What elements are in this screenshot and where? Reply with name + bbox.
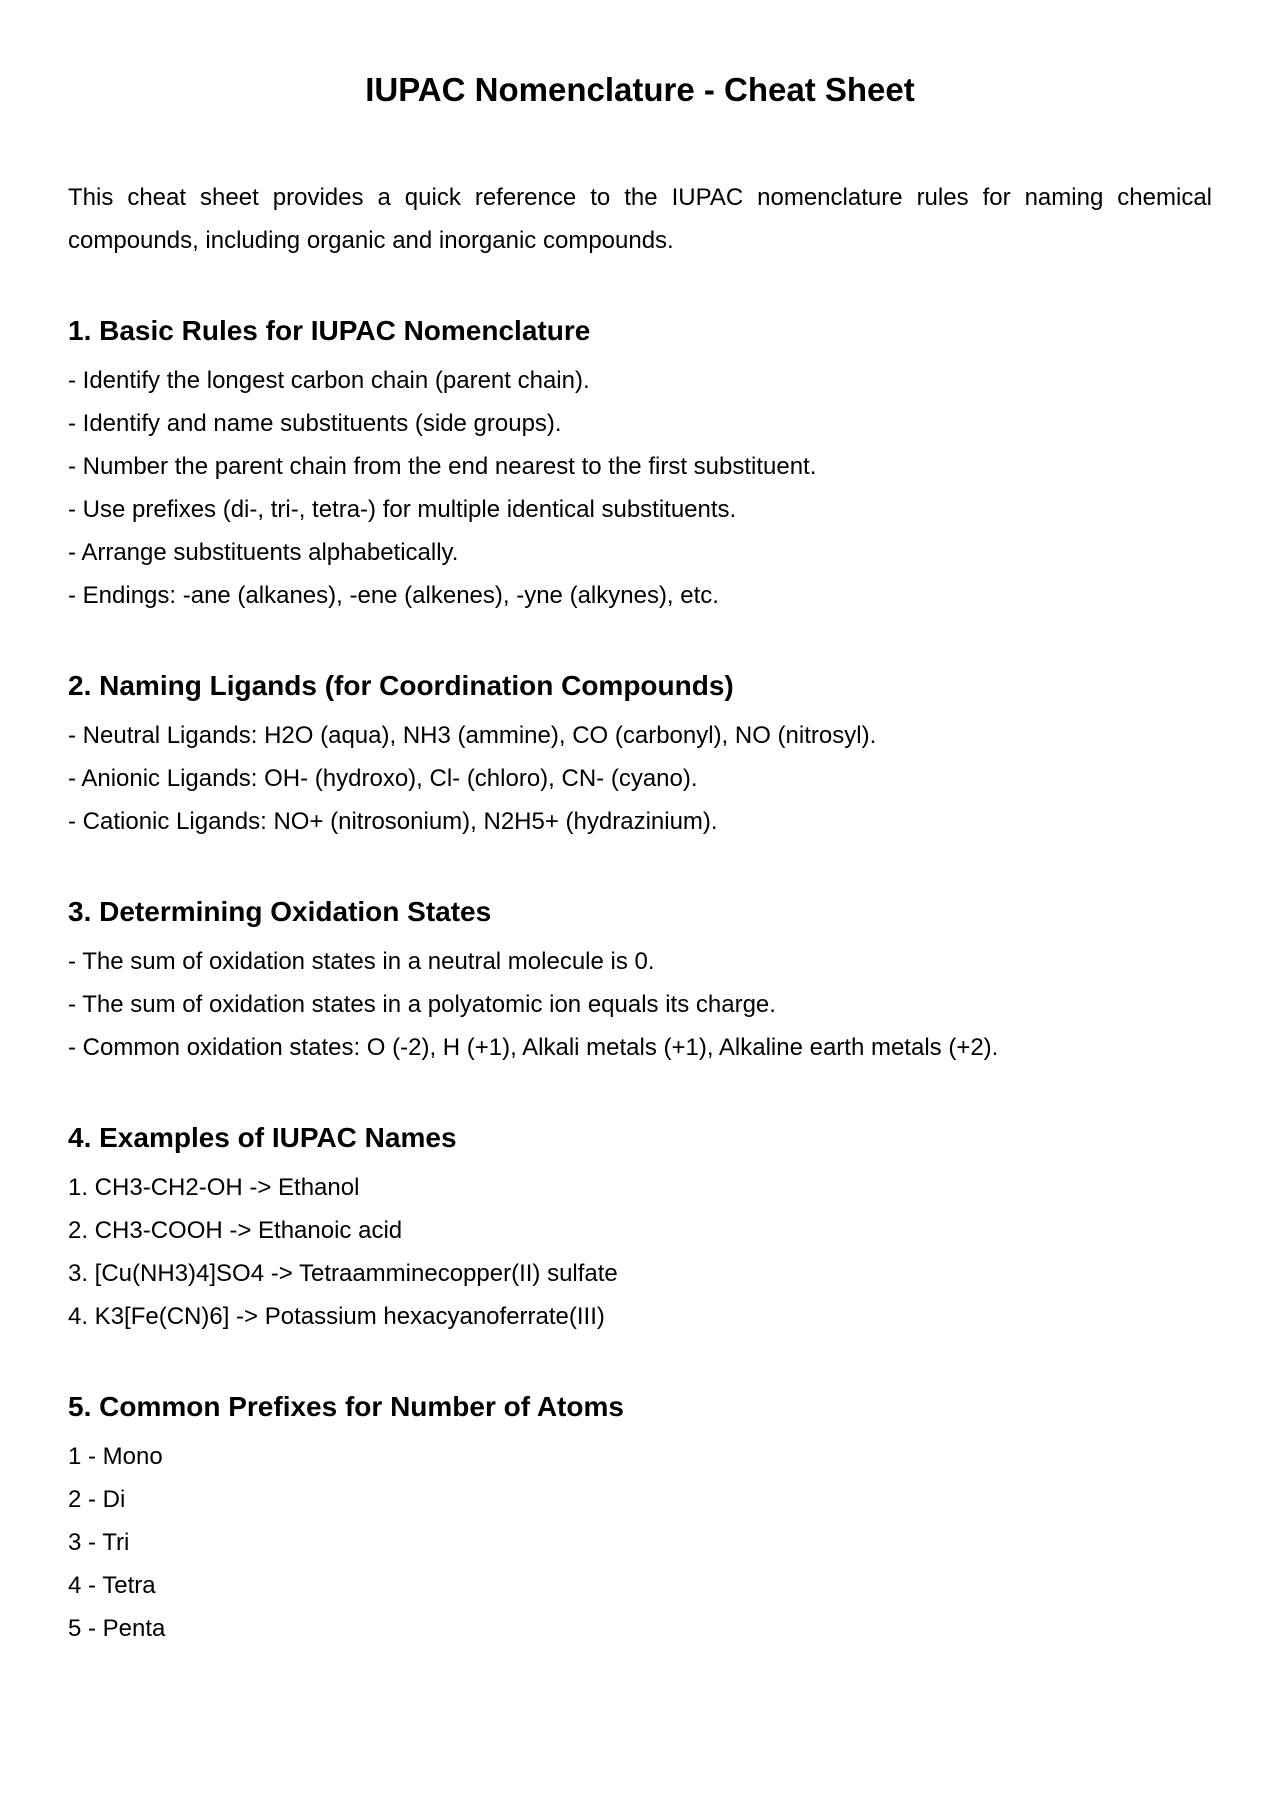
- section-heading: 2. Naming Ligands (for Coordination Compounds): [68, 670, 734, 701]
- list-item: - The sum of oxidation states in a polyatomic ion equals its charge.: [68, 991, 776, 1018]
- list-item: - The sum of oxidation states in a neutral molecule is 0.: [68, 948, 655, 975]
- section-heading: 4. Examples of IUPAC Names: [68, 1122, 457, 1153]
- section-list: [68, 1166, 1212, 1338]
- list-item: 3. [Cu(NH3)4]SO4 -> Tetraamminecopper(II) sulfate: [68, 1260, 618, 1287]
- section-basic-rules: [68, 311, 1212, 617]
- list-item: 1. CH3-CH2-OH -> Ethanol: [68, 1174, 360, 1201]
- page-title: IUPAC Nomenclature - Cheat Sheet: [365, 71, 915, 108]
- list-item: 1 - Mono: [68, 1443, 163, 1470]
- section-heading: 1. Basic Rules for IUPAC Nomenclature: [68, 315, 591, 346]
- list-item: - Cationic Ligands: NO+ (nitrosonium), N2H5+ (hydrazinium).: [68, 808, 718, 835]
- list-item: - Common oxidation states: O (-2), H (+1), Alkali metals (+1), Alkaline earth metals (+2).: [68, 1034, 999, 1061]
- list-item: - Arrange substituents alphabetically.: [68, 539, 459, 566]
- section-oxidation-states: [68, 892, 1212, 1069]
- list-item: 4 - Tetra: [68, 1572, 156, 1599]
- section-examples: [68, 1118, 1212, 1338]
- section-heading: 5. Common Prefixes for Number of Atoms: [68, 1391, 624, 1422]
- section-list: [68, 940, 1212, 1069]
- section-list: [68, 1435, 1212, 1650]
- list-item: - Number the parent chain from the end nearest to the first substituent.: [68, 453, 817, 480]
- list-item: 2. CH3-COOH -> Ethanoic acid: [68, 1217, 403, 1244]
- list-item: - Anionic Ligands: OH- (hydroxo), Cl- (chloro), CN- (cyano).: [68, 765, 698, 792]
- list-item: 5 - Penta: [68, 1615, 166, 1642]
- section-list: [68, 714, 1212, 843]
- list-item: - Endings: -ane (alkanes), -ene (alkenes), -yne (alkynes), etc.: [68, 582, 719, 609]
- section-list: [68, 359, 1212, 617]
- section-heading: 3. Determining Oxidation States: [68, 896, 492, 927]
- list-item: 2 - Di: [68, 1486, 126, 1513]
- list-item: - Use prefixes (di-, tri-, tetra-) for multiple identical substituents.: [68, 496, 737, 523]
- list-item: - Neutral Ligands: H2O (aqua), NH3 (ammine), CO (carbonyl), NO (nitrosyl).: [68, 722, 877, 749]
- intro-paragraph: This cheat sheet provides a quick reference to the IUPAC nomenclature rules for naming chemical compounds, including organic and inorganic compounds.: [68, 184, 1212, 254]
- section-prefixes: [68, 1387, 1212, 1650]
- section-naming-ligands: [68, 666, 1212, 843]
- list-item: - Identify and name substituents (side groups).: [68, 410, 562, 437]
- list-item: 3 - Tri: [68, 1529, 130, 1556]
- list-item: - Identify the longest carbon chain (parent chain).: [68, 367, 590, 394]
- list-item: 4. K3[Fe(CN)6] -> Potassium hexacyanoferrate(III): [68, 1303, 605, 1330]
